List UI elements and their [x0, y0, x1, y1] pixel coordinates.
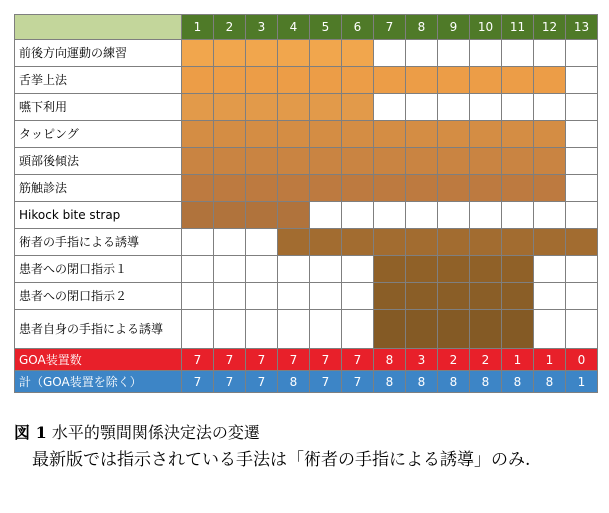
- method-row: [15, 175, 598, 202]
- empty-cell: [566, 202, 598, 229]
- column-header: 5: [310, 15, 342, 40]
- goa-label: GOA装置数: [15, 349, 182, 371]
- empty-cell: [406, 94, 438, 121]
- filled-cell: [470, 121, 502, 148]
- goa-value: 1: [534, 349, 566, 371]
- empty-cell: [438, 40, 470, 67]
- goa-value: 1: [502, 349, 534, 371]
- filled-cell: [246, 67, 278, 94]
- filled-cell: [342, 40, 374, 67]
- filled-cell: [470, 148, 502, 175]
- empty-cell: [534, 310, 566, 349]
- filled-cell: [310, 94, 342, 121]
- goa-value: 8: [374, 349, 406, 371]
- total-value: 7: [246, 371, 278, 393]
- empty-cell: [534, 256, 566, 283]
- filled-cell: [534, 67, 566, 94]
- method-label: 舌挙上法: [15, 67, 182, 94]
- filled-cell: [438, 229, 470, 256]
- total-value: 8: [502, 371, 534, 393]
- filled-cell: [342, 121, 374, 148]
- empty-cell: [534, 40, 566, 67]
- filled-cell: [214, 121, 246, 148]
- filled-cell: [214, 94, 246, 121]
- figure-caption: [14, 420, 604, 474]
- filled-cell: [214, 175, 246, 202]
- empty-cell: [406, 202, 438, 229]
- method-row: [15, 229, 598, 256]
- empty-cell: [502, 202, 534, 229]
- empty-cell: [566, 121, 598, 148]
- method-row: [15, 67, 598, 94]
- filled-cell: [374, 283, 406, 310]
- filled-cell: [342, 148, 374, 175]
- figure-number: 図 1: [14, 423, 47, 442]
- empty-cell: [438, 94, 470, 121]
- filled-cell: [182, 94, 214, 121]
- total-value: 1: [566, 371, 598, 393]
- filled-cell: [406, 121, 438, 148]
- filled-cell: [406, 148, 438, 175]
- empty-cell: [406, 40, 438, 67]
- filled-cell: [438, 67, 470, 94]
- method-row: [15, 256, 598, 283]
- filled-cell: [374, 175, 406, 202]
- goa-value: 3: [406, 349, 438, 371]
- column-header: 8: [406, 15, 438, 40]
- filled-cell: [246, 148, 278, 175]
- method-row: [15, 310, 598, 349]
- filled-cell: [182, 175, 214, 202]
- filled-cell: [406, 67, 438, 94]
- filled-cell: [502, 310, 534, 349]
- filled-cell: [470, 256, 502, 283]
- empty-cell: [310, 283, 342, 310]
- filled-cell: [374, 121, 406, 148]
- total-value: 8: [534, 371, 566, 393]
- filled-cell: [214, 202, 246, 229]
- total-value: 7: [342, 371, 374, 393]
- filled-cell: [182, 148, 214, 175]
- empty-cell: [566, 94, 598, 121]
- filled-cell: [278, 67, 310, 94]
- filled-cell: [374, 67, 406, 94]
- empty-cell: [342, 256, 374, 283]
- method-row: [15, 94, 598, 121]
- method-row: [15, 283, 598, 310]
- empty-cell: [566, 256, 598, 283]
- empty-cell: [246, 283, 278, 310]
- goa-value: 7: [278, 349, 310, 371]
- filled-cell: [246, 121, 278, 148]
- empty-cell: [310, 310, 342, 349]
- empty-cell: [566, 283, 598, 310]
- goa-row: [15, 349, 598, 371]
- filled-cell: [278, 121, 310, 148]
- filled-cell: [374, 229, 406, 256]
- filled-cell: [246, 202, 278, 229]
- filled-cell: [406, 310, 438, 349]
- filled-cell: [342, 175, 374, 202]
- filled-cell: [470, 283, 502, 310]
- header-row: [15, 15, 598, 40]
- empty-cell: [278, 256, 310, 283]
- filled-cell: [406, 175, 438, 202]
- empty-cell: [278, 283, 310, 310]
- column-header: 10: [470, 15, 502, 40]
- filled-cell: [278, 202, 310, 229]
- filled-cell: [374, 148, 406, 175]
- column-header: 2: [214, 15, 246, 40]
- filled-cell: [406, 229, 438, 256]
- empty-cell: [566, 310, 598, 349]
- goa-value: 7: [310, 349, 342, 371]
- filled-cell: [534, 148, 566, 175]
- empty-cell: [214, 310, 246, 349]
- figure-description: 最新版では指示されている手法は「術者の手指による誘導」のみ.: [32, 450, 531, 470]
- filled-cell: [310, 175, 342, 202]
- filled-cell: [214, 40, 246, 67]
- method-label: 頭部後傾法: [15, 148, 182, 175]
- method-label: 嚥下利用: [15, 94, 182, 121]
- filled-cell: [406, 283, 438, 310]
- empty-cell: [182, 310, 214, 349]
- empty-cell: [342, 283, 374, 310]
- method-label: 前後方向運動の練習: [15, 40, 182, 67]
- empty-cell: [470, 202, 502, 229]
- filled-cell: [278, 40, 310, 67]
- empty-cell: [502, 40, 534, 67]
- filled-cell: [502, 283, 534, 310]
- filled-cell: [246, 175, 278, 202]
- goa-value: 0: [566, 349, 598, 371]
- column-header: 6: [342, 15, 374, 40]
- filled-cell: [502, 175, 534, 202]
- filled-cell: [214, 148, 246, 175]
- filled-cell: [470, 229, 502, 256]
- filled-cell: [182, 67, 214, 94]
- filled-cell: [342, 229, 374, 256]
- goa-value: 7: [246, 349, 278, 371]
- filled-cell: [182, 121, 214, 148]
- filled-cell: [534, 121, 566, 148]
- filled-cell: [182, 40, 214, 67]
- empty-cell: [310, 202, 342, 229]
- empty-cell: [214, 229, 246, 256]
- empty-cell: [374, 94, 406, 121]
- empty-cell: [502, 94, 534, 121]
- empty-cell: [566, 148, 598, 175]
- total-value: 7: [214, 371, 246, 393]
- method-label: 患者自身の手指による誘導: [15, 310, 182, 349]
- goa-value: 2: [470, 349, 502, 371]
- total-label: 計（GOA装置を除く）: [15, 371, 182, 393]
- empty-cell: [534, 202, 566, 229]
- empty-cell: [534, 94, 566, 121]
- column-header: 7: [374, 15, 406, 40]
- filled-cell: [470, 67, 502, 94]
- filled-cell: [438, 310, 470, 349]
- empty-cell: [246, 256, 278, 283]
- filled-cell: [406, 256, 438, 283]
- total-value: 8: [374, 371, 406, 393]
- method-label: 術者の手指による誘導: [15, 229, 182, 256]
- filled-cell: [534, 229, 566, 256]
- filled-cell: [278, 229, 310, 256]
- empty-cell: [470, 40, 502, 67]
- header-corner: [15, 15, 182, 40]
- method-timeline-table: [14, 14, 598, 393]
- filled-cell: [438, 175, 470, 202]
- filled-cell: [438, 121, 470, 148]
- column-header: 3: [246, 15, 278, 40]
- column-header: 1: [182, 15, 214, 40]
- goa-value: 7: [342, 349, 374, 371]
- filled-cell: [310, 229, 342, 256]
- filled-cell: [470, 175, 502, 202]
- total-value: 7: [182, 371, 214, 393]
- empty-cell: [182, 229, 214, 256]
- empty-cell: [214, 283, 246, 310]
- total-value: 8: [278, 371, 310, 393]
- filled-cell: [246, 94, 278, 121]
- filled-cell: [182, 202, 214, 229]
- empty-cell: [438, 202, 470, 229]
- method-row: [15, 121, 598, 148]
- filled-cell: [470, 310, 502, 349]
- filled-cell: [278, 175, 310, 202]
- column-header: 11: [502, 15, 534, 40]
- filled-cell: [310, 148, 342, 175]
- method-row: [15, 148, 598, 175]
- filled-cell: [278, 148, 310, 175]
- filled-cell: [534, 175, 566, 202]
- total-value: 7: [310, 371, 342, 393]
- filled-cell: [502, 121, 534, 148]
- column-header: 12: [534, 15, 566, 40]
- filled-cell: [310, 121, 342, 148]
- filled-cell: [278, 94, 310, 121]
- method-label: Hikock bite strap: [15, 202, 182, 229]
- filled-cell: [438, 256, 470, 283]
- filled-cell: [502, 256, 534, 283]
- empty-cell: [534, 283, 566, 310]
- empty-cell: [566, 40, 598, 67]
- filled-cell: [374, 310, 406, 349]
- empty-cell: [342, 202, 374, 229]
- empty-cell: [182, 283, 214, 310]
- filled-cell: [342, 67, 374, 94]
- figure-title: 水平的顎間関係決定法の変遷: [51, 423, 260, 442]
- filled-cell: [502, 229, 534, 256]
- empty-cell: [182, 256, 214, 283]
- empty-cell: [566, 67, 598, 94]
- empty-cell: [310, 256, 342, 283]
- method-label: タッピング: [15, 121, 182, 148]
- empty-cell: [470, 94, 502, 121]
- goa-value: 2: [438, 349, 470, 371]
- method-label: 筋触診法: [15, 175, 182, 202]
- empty-cell: [246, 229, 278, 256]
- method-label: 患者への閉口指示１: [15, 256, 182, 283]
- filled-cell: [214, 67, 246, 94]
- filled-cell: [502, 148, 534, 175]
- filled-cell: [438, 283, 470, 310]
- filled-cell: [310, 67, 342, 94]
- goa-value: 7: [214, 349, 246, 371]
- filled-cell: [310, 40, 342, 67]
- filled-cell: [246, 40, 278, 67]
- column-header: 13: [566, 15, 598, 40]
- method-row: [15, 202, 598, 229]
- method-label: 患者への閉口指示２: [15, 283, 182, 310]
- filled-cell: [566, 229, 598, 256]
- empty-cell: [246, 310, 278, 349]
- empty-cell: [214, 256, 246, 283]
- method-row: [15, 40, 598, 67]
- empty-cell: [342, 310, 374, 349]
- column-header: 9: [438, 15, 470, 40]
- filled-cell: [502, 67, 534, 94]
- total-value: 8: [406, 371, 438, 393]
- total-value: 8: [470, 371, 502, 393]
- empty-cell: [374, 40, 406, 67]
- filled-cell: [342, 94, 374, 121]
- total-value: 8: [438, 371, 470, 393]
- total-row: [15, 371, 598, 393]
- goa-value: 7: [182, 349, 214, 371]
- column-header: 4: [278, 15, 310, 40]
- filled-cell: [438, 148, 470, 175]
- empty-cell: [566, 175, 598, 202]
- filled-cell: [374, 256, 406, 283]
- empty-cell: [374, 202, 406, 229]
- empty-cell: [278, 310, 310, 349]
